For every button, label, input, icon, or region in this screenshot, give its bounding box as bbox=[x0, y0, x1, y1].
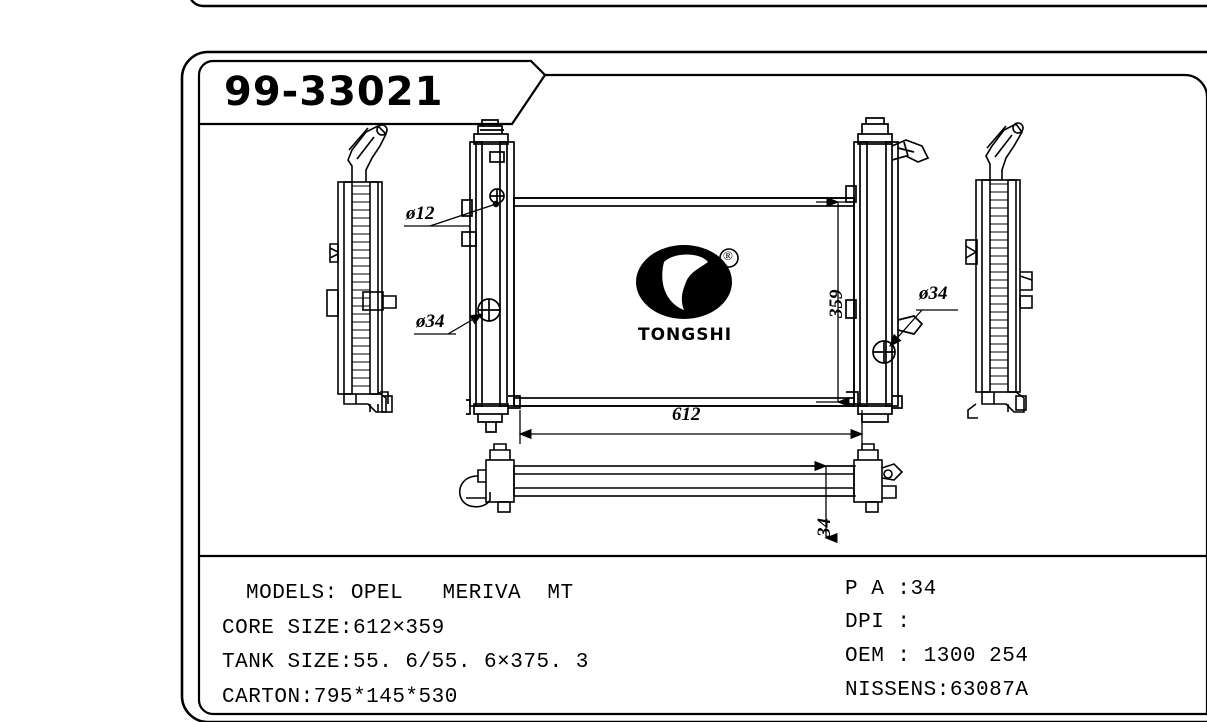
side-view-left bbox=[327, 125, 396, 412]
spec-dpi: DPI : bbox=[845, 611, 911, 634]
registered-mark-icon: ® bbox=[723, 248, 733, 263]
spec-nissens: NISSENS:63087A bbox=[845, 679, 1029, 702]
spec-tank-size: TANK SIZE:55. 6/55. 6×375. 3 bbox=[222, 651, 589, 674]
core-height-label: 359 bbox=[826, 289, 847, 318]
mount-diameter-right-label: ø34 bbox=[919, 283, 948, 304]
top-down-view bbox=[460, 444, 902, 512]
spec-core-size: CORE SIZE:612×359 bbox=[222, 617, 445, 640]
core-depth-label: 34 bbox=[814, 518, 835, 537]
spec-oem: OEM : 1300 254 bbox=[845, 645, 1029, 668]
part-number: 99-33021 bbox=[224, 69, 444, 115]
spec-carton: CARTON:795*145*530 bbox=[222, 686, 458, 709]
front-view-left-tank bbox=[462, 120, 520, 432]
brand-wordmark: TONGSHI bbox=[638, 325, 733, 345]
inlet-diameter-label: ø12 bbox=[406, 203, 435, 224]
spec-pa: P A :34 bbox=[845, 578, 937, 601]
core-width-label: 612 bbox=[672, 404, 701, 425]
mount-diameter-left-label: ø34 bbox=[416, 311, 445, 332]
side-view-right bbox=[966, 123, 1032, 418]
sheet-outer-frame bbox=[189, 0, 1207, 6]
front-view-right-tank bbox=[846, 118, 928, 422]
spec-models: MODELS: OPEL MERIVA MT bbox=[246, 582, 574, 605]
